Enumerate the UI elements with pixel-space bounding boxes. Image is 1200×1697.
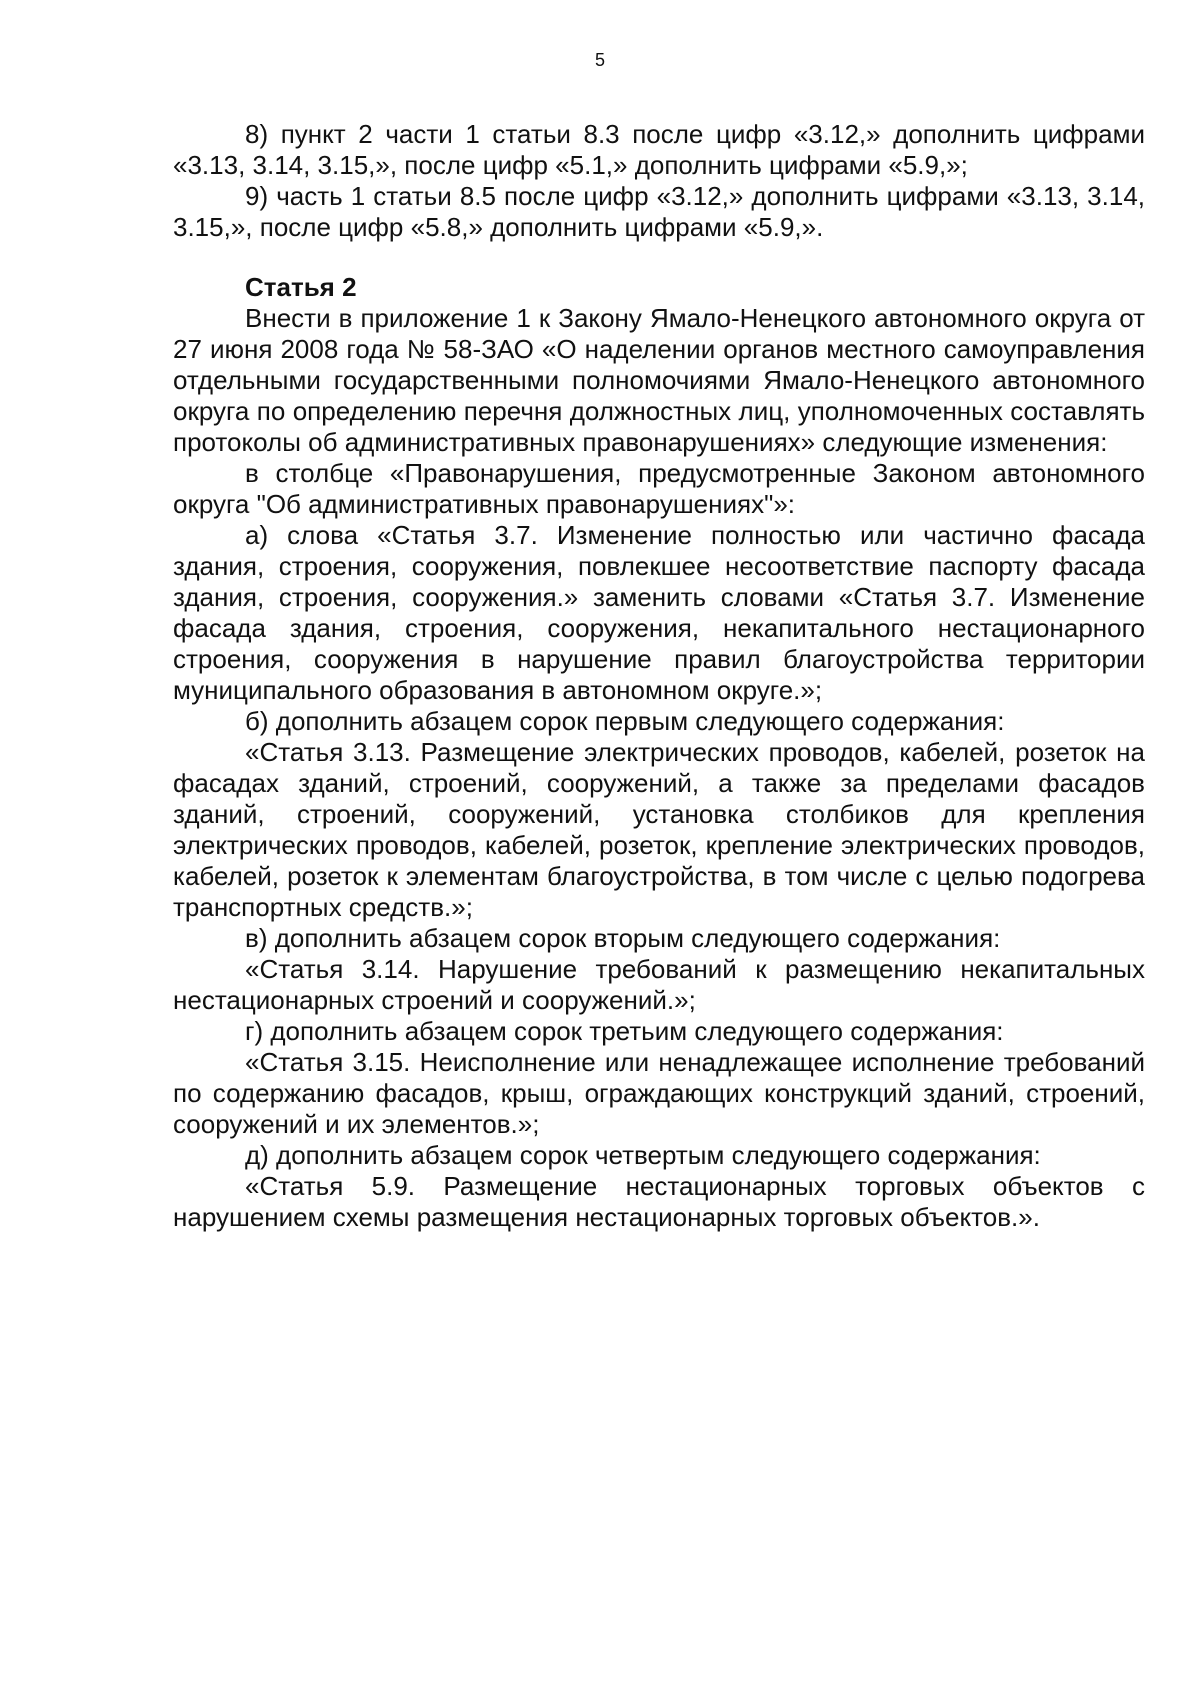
item-a: а) слова «Статья 3.7. Изменение полностью или частично фасада здания, строения, сооружения, повлекшее несоответствие паспорту фасада здания, строения, сооружения.» заменить словами «Статья 3.7. Изменение фасада здания, строения, сооружения, некапитального нестационарного строения, сооружения в нарушение правил благоустройства территории муниципального образования в автономном округе.»;	[173, 520, 1145, 705]
item-b-text: «Статья 3.13. Размещение электрических проводов, кабелей, розеток на фасадах зданий, строений, сооружений, а также за пределами фасадов зданий, строений, сооружений, установка столбиков для крепления электрических проводов, кабелей, розеток, крепление электрических проводов, кабелей, розеток к элементам благоустройства, в том числе с целью подогрева транспортных средств.»;	[173, 737, 1145, 922]
page-number: 5	[594, 50, 605, 70]
article-2-section	[173, 272, 1145, 1233]
column-note: в столбце «Правонарушения, предусмотренные Законом автономного округа "Об административных правонарушениях"»:	[173, 458, 1145, 519]
article-2-intro: Внести в приложение 1 к Закону Ямало-Ненецкого автономного округа от 27 июня 2008 года № 58-ЗАО «О наделении органов местного самоуправления отдельными государственными полномочиями Ямало-Ненецкого автономного округа по определению перечня должностных лиц, уполномоченных составлять протоколы об административных правонарушениях» следующие изменения:	[173, 303, 1145, 457]
item-v: в) дополнить абзацем сорок вторым следующего содержания:	[245, 923, 1001, 953]
item-v-text: «Статья 3.14. Нарушение требований к размещению некапитальных нестационарных строений и сооружений.»;	[173, 954, 1145, 1015]
amendment-items	[173, 119, 1145, 243]
item-g-text: «Статья 3.15. Неисполнение или ненадлежащее исполнение требований по содержанию фасадов, крыш, ограждающих конструкций зданий, строений, сооружений и их элементов.»;	[173, 1047, 1145, 1139]
item-d: д) дополнить абзацем сорок четвертым следующего содержания:	[245, 1140, 1041, 1170]
item-b: б) дополнить абзацем сорок первым следующего содержания:	[245, 706, 1005, 736]
item-d-text: «Статья 5.9. Размещение нестационарных торговых объектов с нарушением схемы размещения нестационарных торговых объектов.».	[173, 1171, 1145, 1232]
amendment-item-8: 8) пункт 2 части 1 статьи 8.3 после цифр «3.12,» дополнить цифрами «3.13, 3.14, 3.15,», после цифр «5.1,» дополнить цифрами «5.9,»;	[173, 119, 1145, 180]
item-g: г) дополнить абзацем сорок третьим следующего содержания:	[245, 1016, 1004, 1046]
article-2-heading: Статья 2	[245, 272, 357, 302]
amendment-item-9: 9) часть 1 статьи 8.5 после цифр «3.12,» дополнить цифрами «3.13, 3.14, 3.15,», после цифр «5.8,» дополнить цифрами «5.9,».	[173, 181, 1145, 242]
